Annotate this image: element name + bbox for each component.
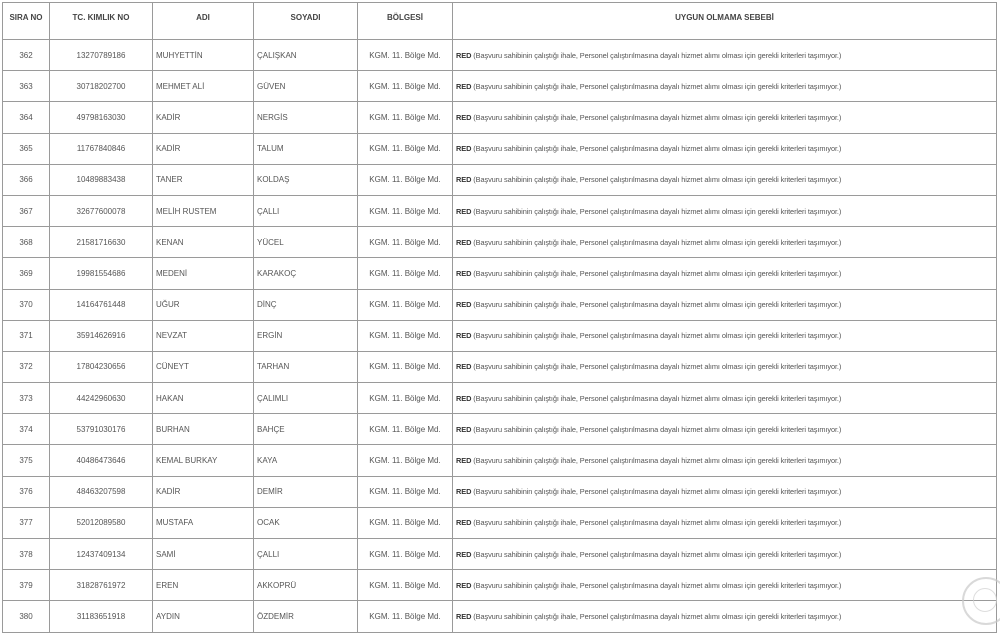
red-label: RED [456, 456, 472, 466]
cell-bolgesi: KGM. 11. Bölge Md. [358, 445, 453, 476]
cell-adi: UĞUR [153, 289, 254, 320]
cell-bolgesi: KGM. 11. Bölge Md. [358, 320, 453, 351]
cell-sebep [453, 258, 997, 289]
table-row [3, 383, 997, 414]
document-sheet [2, 2, 996, 633]
table-row [3, 195, 997, 226]
cell-adi: HAKAN [153, 383, 254, 414]
table-row [3, 133, 997, 164]
table-row [3, 320, 997, 351]
red-label: RED [456, 362, 472, 372]
cell-tc-kimlik-no: 10489883438 [50, 164, 153, 195]
red-label: RED [456, 518, 472, 528]
cell-sira-no: 362 [3, 40, 50, 71]
table-row [3, 414, 997, 445]
header-soyadi: SOYADI [254, 3, 358, 40]
red-label: RED [456, 50, 472, 60]
cell-soyadi: BAHÇE [254, 414, 358, 445]
cell-tc-kimlik-no: 17804230656 [50, 351, 153, 382]
cell-sira-no: 375 [3, 445, 50, 476]
cell-sira-no: 373 [3, 383, 50, 414]
cell-sebep [453, 351, 997, 382]
table-row [3, 601, 997, 632]
cell-sira-no: 371 [3, 320, 50, 351]
cell-sebep [453, 320, 997, 351]
header-adi: ADI [153, 3, 254, 40]
cell-soyadi: OCAK [254, 507, 358, 538]
table-row [3, 164, 997, 195]
cell-tc-kimlik-no: 30718202700 [50, 71, 153, 102]
cell-sebep [453, 40, 997, 71]
cell-sebep [453, 289, 997, 320]
cell-sira-no: 368 [3, 227, 50, 258]
cell-sira-no: 365 [3, 133, 50, 164]
red-label: RED [456, 393, 472, 403]
table-row [3, 71, 997, 102]
cell-sebep [453, 195, 997, 226]
cell-soyadi: ERGİN [254, 320, 358, 351]
cell-soyadi: KAYA [254, 445, 358, 476]
cell-sebep [453, 383, 997, 414]
reason-text: (Başvuru sahibinin çalıştığı ihale, Personel çalıştırılmasına dayalı hizmet alımı olması için gerekli kriterleri taşımıyor.) [473, 518, 842, 528]
cell-adi: KADİR [153, 476, 254, 507]
reason-text: (Başvuru sahibinin çalıştığı ihale, Personel çalıştırılmasına dayalı hizmet alımı olması için gerekli kriterleri taşımıyor.) [473, 611, 842, 621]
cell-bolgesi: KGM. 11. Bölge Md. [358, 601, 453, 632]
cell-adi: CÜNEYT [153, 351, 254, 382]
cell-adi: MEDENİ [153, 258, 254, 289]
cell-bolgesi: KGM. 11. Bölge Md. [358, 71, 453, 102]
reason-text: (Başvuru sahibinin çalıştığı ihale, Personel çalıştırılmasına dayalı hizmet alımı olması için gerekli kriterleri taşımıyor.) [473, 300, 842, 310]
reason-text: (Başvuru sahibinin çalıştığı ihale, Personel çalıştırılmasına dayalı hizmet alımı olması için gerekli kriterleri taşımıyor.) [473, 206, 842, 216]
red-label: RED [456, 611, 472, 621]
cell-sebep [453, 539, 997, 570]
cell-soyadi: NERGİS [254, 102, 358, 133]
cell-sira-no: 377 [3, 507, 50, 538]
reason-text: (Başvuru sahibinin çalıştığı ihale, Personel çalıştırılmasına dayalı hizmet alımı olması için gerekli kriterleri taşımıyor.) [473, 268, 842, 278]
cell-adi: KENAN [153, 227, 254, 258]
cell-sira-no: 367 [3, 195, 50, 226]
table-row [3, 507, 997, 538]
table-row [3, 476, 997, 507]
cell-adi: NEVZAT [153, 320, 254, 351]
cell-sebep [453, 71, 997, 102]
cell-tc-kimlik-no: 52012089580 [50, 507, 153, 538]
reason-text: (Başvuru sahibinin çalıştığı ihale, Personel çalıştırılmasına dayalı hizmet alımı olması için gerekli kriterleri taşımıyor.) [473, 331, 842, 341]
cell-soyadi: TARHAN [254, 351, 358, 382]
cell-soyadi: YÜCEL [254, 227, 358, 258]
cell-bolgesi: KGM. 11. Bölge Md. [358, 351, 453, 382]
cell-bolgesi: KGM. 11. Bölge Md. [358, 539, 453, 570]
cell-sira-no: 376 [3, 476, 50, 507]
stamp-inner-ring [973, 588, 997, 612]
cell-soyadi: DİNÇ [254, 289, 358, 320]
cell-sebep [453, 601, 997, 632]
cell-soyadi: GÜVEN [254, 71, 358, 102]
cell-soyadi: DEMİR [254, 476, 358, 507]
cell-sira-no: 369 [3, 258, 50, 289]
red-label: RED [456, 580, 472, 590]
cell-soyadi: KOLDAŞ [254, 164, 358, 195]
red-label: RED [456, 331, 472, 341]
cell-adi: MUSTAFA [153, 507, 254, 538]
cell-soyadi: TALUM [254, 133, 358, 164]
cell-tc-kimlik-no: 32677600078 [50, 195, 153, 226]
cell-bolgesi: KGM. 11. Bölge Md. [358, 414, 453, 445]
cell-tc-kimlik-no: 19981554686 [50, 258, 153, 289]
cell-sira-no: 370 [3, 289, 50, 320]
cell-tc-kimlik-no: 35914626916 [50, 320, 153, 351]
cell-sebep [453, 133, 997, 164]
cell-sira-no: 363 [3, 71, 50, 102]
cell-tc-kimlik-no: 48463207598 [50, 476, 153, 507]
cell-bolgesi: KGM. 11. Bölge Md. [358, 507, 453, 538]
reason-text: (Başvuru sahibinin çalıştığı ihale, Personel çalıştırılmasına dayalı hizmet alımı olması için gerekli kriterleri taşımıyor.) [473, 237, 842, 247]
cell-bolgesi: KGM. 11. Bölge Md. [358, 476, 453, 507]
table-row [3, 570, 997, 601]
cell-soyadi: ÇALIMLI [254, 383, 358, 414]
cell-bolgesi: KGM. 11. Bölge Md. [358, 570, 453, 601]
cell-bolgesi: KGM. 11. Bölge Md. [358, 258, 453, 289]
cell-adi: KEMAL BURKAY [153, 445, 254, 476]
reason-text: (Başvuru sahibinin çalıştığı ihale, Personel çalıştırılmasına dayalı hizmet alımı olması için gerekli kriterleri taşımıyor.) [473, 393, 842, 403]
cell-adi: MEHMET ALİ [153, 71, 254, 102]
table-row [3, 40, 997, 71]
cell-bolgesi: KGM. 11. Bölge Md. [358, 383, 453, 414]
table-row [3, 258, 997, 289]
cell-sebep [453, 227, 997, 258]
reason-text: (Başvuru sahibinin çalıştığı ihale, Personel çalıştırılmasına dayalı hizmet alımı olması için gerekli kriterleri taşımıyor.) [473, 487, 842, 497]
cell-soyadi: ÇALLI [254, 195, 358, 226]
reason-text: (Başvuru sahibinin çalıştığı ihale, Personel çalıştırılmasına dayalı hizmet alımı olması için gerekli kriterleri taşımıyor.) [473, 50, 842, 60]
cell-soyadi: KARAKOÇ [254, 258, 358, 289]
table-row [3, 351, 997, 382]
reason-text: (Başvuru sahibinin çalıştığı ihale, Personel çalıştırılmasına dayalı hizmet alımı olması için gerekli kriterleri taşımıyor.) [473, 456, 842, 466]
red-label: RED [456, 144, 472, 154]
reason-text: (Başvuru sahibinin çalıştığı ihale, Personel çalıştırılmasına dayalı hizmet alımı olması için gerekli kriterleri taşımıyor.) [473, 549, 842, 559]
header-sira-no: SIRA NO [3, 3, 50, 40]
official-stamp [962, 577, 1000, 625]
cell-adi: KADİR [153, 133, 254, 164]
cell-tc-kimlik-no: 11767840846 [50, 133, 153, 164]
cell-sebep [453, 476, 997, 507]
cell-sira-no: 372 [3, 351, 50, 382]
cell-soyadi: ÇALIŞKAN [254, 40, 358, 71]
ineligible-list-table [2, 2, 997, 633]
cell-adi: TANER [153, 164, 254, 195]
cell-sebep [453, 164, 997, 195]
cell-tc-kimlik-no: 40486473646 [50, 445, 153, 476]
reason-text: (Başvuru sahibinin çalıştığı ihale, Personel çalıştırılmasına dayalı hizmet alımı olması için gerekli kriterleri taşımıyor.) [473, 144, 842, 154]
cell-adi: MUHYETTİN [153, 40, 254, 71]
cell-bolgesi: KGM. 11. Bölge Md. [358, 289, 453, 320]
red-label: RED [456, 487, 472, 497]
cell-adi: KADİR [153, 102, 254, 133]
red-label: RED [456, 112, 472, 122]
cell-adi: AYDIN [153, 601, 254, 632]
cell-sira-no: 380 [3, 601, 50, 632]
reason-text: (Başvuru sahibinin çalıştığı ihale, Personel çalıştırılmasına dayalı hizmet alımı olması için gerekli kriterleri taşımıyor.) [473, 580, 842, 590]
cell-sebep [453, 102, 997, 133]
cell-soyadi: ÖZDEMİR [254, 601, 358, 632]
cell-soyadi: AKKOPRÜ [254, 570, 358, 601]
reason-text: (Başvuru sahibinin çalıştığı ihale, Personel çalıştırılmasına dayalı hizmet alımı olması için gerekli kriterleri taşımıyor.) [473, 112, 842, 122]
reason-text: (Başvuru sahibinin çalıştığı ihale, Personel çalıştırılmasına dayalı hizmet alımı olması için gerekli kriterleri taşımıyor.) [473, 424, 842, 434]
cell-sira-no: 379 [3, 570, 50, 601]
cell-tc-kimlik-no: 31183651918 [50, 601, 153, 632]
cell-tc-kimlik-no: 14164761448 [50, 289, 153, 320]
red-label: RED [456, 424, 472, 434]
cell-adi: EREN [153, 570, 254, 601]
header-row [3, 3, 997, 40]
header-sebep: UYGUN OLMAMA SEBEBİ [453, 3, 997, 40]
red-label: RED [456, 206, 472, 216]
cell-bolgesi: KGM. 11. Bölge Md. [358, 164, 453, 195]
cell-tc-kimlik-no: 31828761972 [50, 570, 153, 601]
header-tc-kimlik-no: TC. KIMLIK NO [50, 3, 153, 40]
cell-tc-kimlik-no: 49798163030 [50, 102, 153, 133]
cell-sebep [453, 414, 997, 445]
reason-text: (Başvuru sahibinin çalıştığı ihale, Personel çalıştırılmasına dayalı hizmet alımı olması için gerekli kriterleri taşımıyor.) [473, 175, 842, 185]
table-body [3, 40, 997, 633]
cell-adi: SAMİ [153, 539, 254, 570]
cell-tc-kimlik-no: 13270789186 [50, 40, 153, 71]
red-label: RED [456, 175, 472, 185]
red-label: RED [456, 237, 472, 247]
table-row [3, 445, 997, 476]
cell-bolgesi: KGM. 11. Bölge Md. [358, 102, 453, 133]
red-label: RED [456, 300, 472, 310]
cell-tc-kimlik-no: 21581716630 [50, 227, 153, 258]
red-label: RED [456, 81, 472, 91]
cell-tc-kimlik-no: 44242960630 [50, 383, 153, 414]
table-row [3, 539, 997, 570]
reason-text: (Başvuru sahibinin çalıştığı ihale, Personel çalıştırılmasına dayalı hizmet alımı olması için gerekli kriterleri taşımıyor.) [473, 81, 842, 91]
cell-sebep [453, 570, 997, 601]
table-row [3, 227, 997, 258]
cell-sebep [453, 507, 997, 538]
cell-bolgesi: KGM. 11. Bölge Md. [358, 40, 453, 71]
table-row [3, 289, 997, 320]
red-label: RED [456, 549, 472, 559]
cell-tc-kimlik-no: 12437409134 [50, 539, 153, 570]
cell-bolgesi: KGM. 11. Bölge Md. [358, 195, 453, 226]
cell-sira-no: 378 [3, 539, 50, 570]
red-label: RED [456, 268, 472, 278]
cell-adi: MELİH RUSTEM [153, 195, 254, 226]
table-row [3, 102, 997, 133]
cell-sebep [453, 445, 997, 476]
cell-sira-no: 364 [3, 102, 50, 133]
cell-bolgesi: KGM. 11. Bölge Md. [358, 227, 453, 258]
cell-sira-no: 366 [3, 164, 50, 195]
cell-soyadi: ÇALLI [254, 539, 358, 570]
cell-sira-no: 374 [3, 414, 50, 445]
cell-bolgesi: KGM. 11. Bölge Md. [358, 133, 453, 164]
cell-adi: BURHAN [153, 414, 254, 445]
header-bolgesi: BÖLGESİ [358, 3, 453, 40]
cell-tc-kimlik-no: 53791030176 [50, 414, 153, 445]
reason-text: (Başvuru sahibinin çalıştığı ihale, Personel çalıştırılmasına dayalı hizmet alımı olması için gerekli kriterleri taşımıyor.) [473, 362, 842, 372]
